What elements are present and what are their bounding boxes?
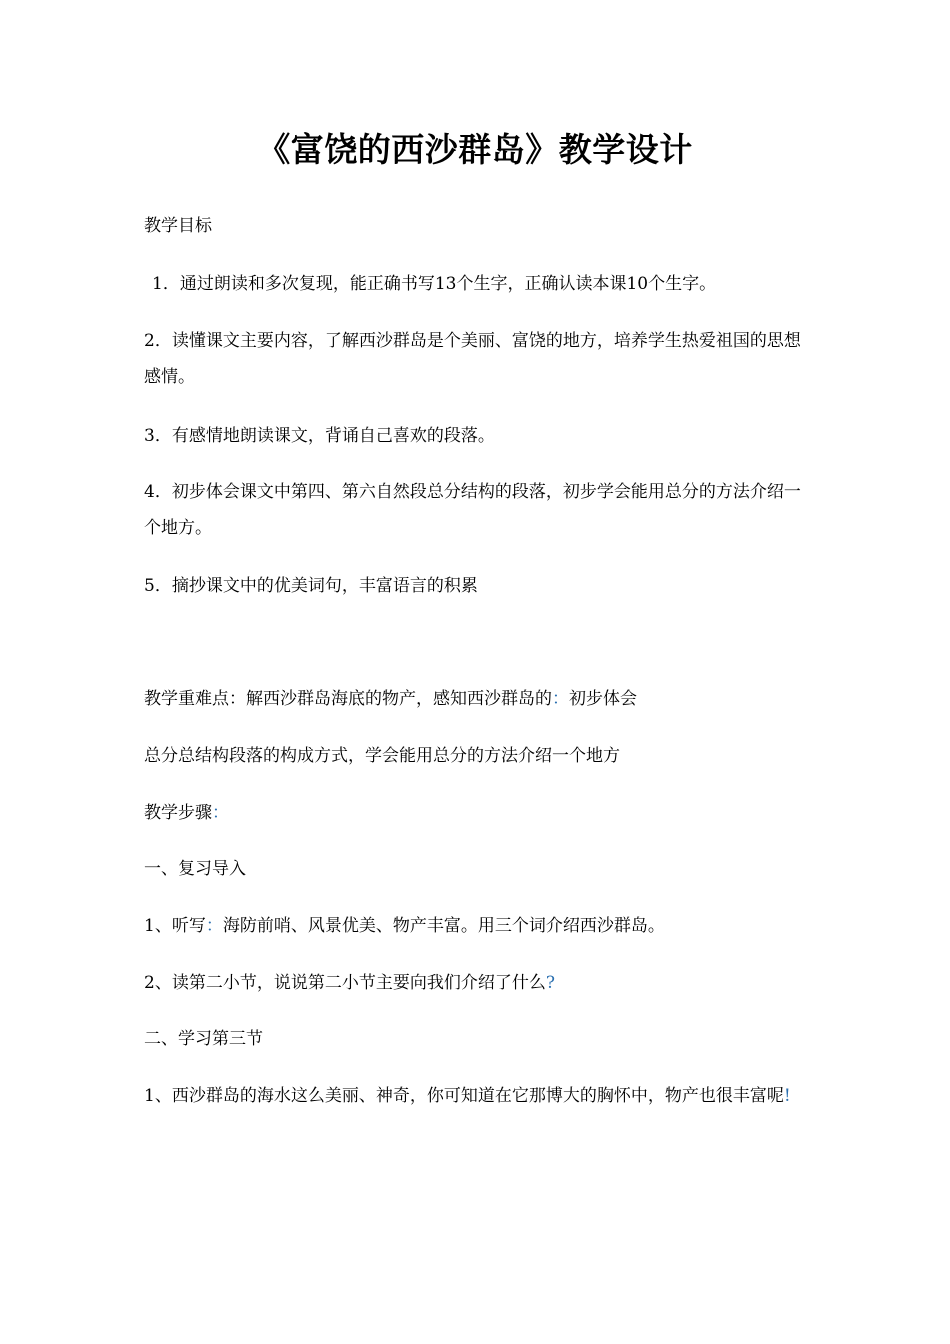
section-2-item-1-exclamation: ! xyxy=(783,1086,791,1106)
section-1-item-2-text: 2、读第二小节，说说第二小节主要向我们介绍了什么 xyxy=(144,973,546,993)
section-1-item-1-rest: 海防前哨、风景优美、物产丰富。用三个词介绍西沙群岛。 xyxy=(222,916,665,936)
objective-item-1: 1．通过朗读和多次复现，能正确书写13个生字，正确认读本课10个生字。 xyxy=(152,274,717,294)
section-1-item-2-question-mark: ? xyxy=(545,973,555,993)
objective-item-3: 3．有感情地朗读课文，背诵自己喜欢的段落。 xyxy=(144,426,495,446)
steps-heading xyxy=(144,795,810,831)
section-1-heading: 一、复习导入 xyxy=(144,859,246,879)
key-points-colon: ： xyxy=(552,689,569,709)
key-points-line-2: 总分总结构段落的构成方式，学会能用总分的方法介绍一个地方 xyxy=(144,746,620,766)
key-points-text: 教学重难点：解西沙群岛海底的物产，感知西沙群岛的 xyxy=(144,689,552,709)
key-points-line-1 xyxy=(144,681,810,717)
objective-item-4: 4．初步体会课文中第四、第六自然段总分结构的段落，初步学会能用总分的方法介绍一个地方。 xyxy=(144,482,801,538)
steps-heading-text: 教学步骤 xyxy=(144,803,212,823)
document-title: 《富饶的西沙群岛》教学设计 xyxy=(257,130,693,169)
objective-item-2: 2．读懂课文主要内容，了解西沙群岛是个美丽、富饶的地方，培养学生热爱祖国的思想感情。 xyxy=(144,331,801,387)
steps-heading-colon: ： xyxy=(212,803,229,823)
objectives-heading: 教学目标 xyxy=(144,216,212,236)
section-1-item-2 xyxy=(144,965,810,1001)
objective-item-5: 5．摘抄课文中的优美词句，丰富语言的积累 xyxy=(144,576,478,596)
section-1-item-1-colon: ： xyxy=(205,916,223,936)
section-2-heading: 二、学习第三节 xyxy=(144,1029,263,1049)
section-1-item-1 xyxy=(144,908,810,944)
section-1-item-1-lead: 1、听写 xyxy=(144,916,206,936)
key-points-tail: 初步体会 xyxy=(569,689,637,709)
section-2-item-1-text: 1、西沙群岛的海水这么美丽、神奇，你可知道在它那博大的胸怀中，物产也很丰富呢 xyxy=(144,1086,784,1106)
section-2-item-1 xyxy=(144,1078,810,1114)
